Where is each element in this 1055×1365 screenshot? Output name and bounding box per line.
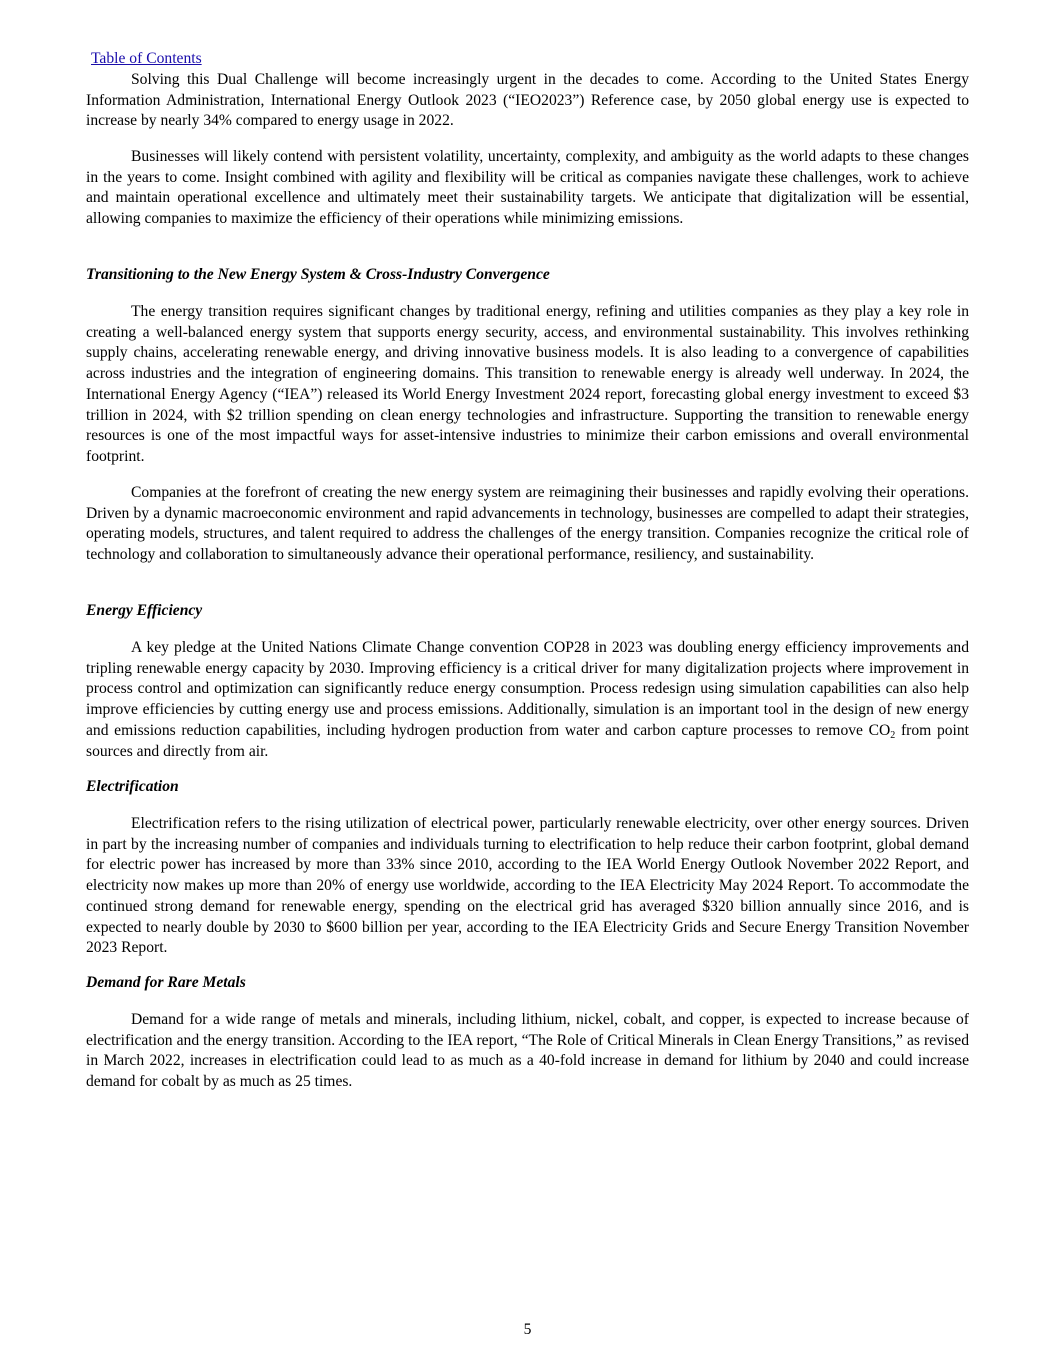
paragraph-electrification: Electrification refers to the rising utilization of electrical power, particularly renewable electricity, over other energy sources. Driven in part by the increasing number of companies and individuals turning to electrification to help reduce their carbon footprint, global demand for electric power has increased by more than 33% since 2010, according to the IEA World Energy Outlook November 2022 Report, and electricity now makes up more than 20% of energy use worldwide, according to the IEA Electricity May 2024 Report. To accommodate the continued strong demand for renewable energy, spending on the electrical grid has averaged $320 billion annually since 2016, and is expected to nearly double by 2030 to $600 billion per year, according to the IEA Electricity Grids and Secure Energy Transition November 2023 Report. <box>86 815 969 957</box>
paragraph-forefront-companies: Companies at the forefront of creating the new energy system are reimagining their businesses and rapidly evolving their operations. Driven by a dynamic macroeconomic environment and rapid advancements in technology, businesses are compelled to adapt their strategies, operating models, structures, and talent required to address the challenges of the energy transition. Companies recognize the critical role of technology and collaboration to simultaneously advance their operational performance, resiliency, and sustainability. <box>86 484 969 564</box>
paragraph-energy-efficiency <box>86 638 969 762</box>
heading-rare-metals: Demand for Rare Metals <box>86 974 246 991</box>
page-number: 5 <box>523 1321 532 1338</box>
paragraph-energy-efficiency-tail: from point sources and directly from air. <box>86 721 970 760</box>
paragraph-rare-metals: Demand for a wide range of metals and minerals, including lithium, nickel, cobalt, and copper, is expected to increase because of electrification and the energy transition. According to the IEA report, “The Role of Critical Minerals in Clean Energy Transitions,” as revised in March 2022, increases in electrification could lead to as much as a 40-fold increase in demand for lithium by 2040 and could increase demand for cobalt by as much as 25 times. <box>86 1011 969 1091</box>
co2-subscript: 2 <box>890 729 896 741</box>
paragraph-volatility: Businesses will likely contend with persistent volatility, uncertainty, complexity, and ambiguity as the world adapts to these changes in the years to come. Insight combined with agility and flexibility will be critical as companies navigate these challenges, work to achieve and maintain operational excellence and ultimately meet their sustainability targets. We anticipate that digitalization will be essential, allowing companies to maximize the efficiency of their operations while minimizing emissions. <box>86 148 969 228</box>
heading-new-energy-system: Transitioning to the New Energy System & Cross-Industry Convergence <box>86 266 550 283</box>
paragraph-energy-efficiency-text: A key pledge at the United Nations Climate Change convention COP28 in 2023 was doubling energy efficiency improvements and tripling renewable energy capacity by 2030. Improving efficiency is a critical driver for many digitalization projects where improvement in process control and optimization can significantly reduce energy consumption. Process redesign using simulation capabilities can also help improve efficiencies by cutting energy use and process emissions. Additionally, simulation is an important tool in the design of new energy and emissions reduction capabilities, including hydrogen production from water and carbon capture processes to remove CO <box>86 639 969 739</box>
table-of-contents-link[interactable]: Table of Contents <box>91 50 202 67</box>
heading-electrification: Electrification <box>86 778 179 795</box>
paragraph-energy-transition: The energy transition requires significant changes by traditional energy, refining and utilities companies as they play a key role in creating a well-balanced energy system that supports energy security, access, and environmental sustainability. This involves rethinking supply chains, accelerating renewable energy, and driving innovative business models. It is also leading to a convergence of capabilities across industries and the integration of engineering domains. This transition to renewable energy is already well underway. In 2024, the International Energy Agency (“IEA”) released its World Energy Investment 2024 report, forecasting global energy investment to exceed $3 trillion in 2024, with $2 trillion spending on clean energy technologies and infrastructure. Supporting the transition to renewable energy resources is one of the most impactful ways for asset-intensive industries to minimize their carbon emissions and overall environmental footprint. <box>86 303 969 465</box>
paragraph-dual-challenge: Solving this Dual Challenge will become increasingly urgent in the decades to come. According to the United States Energy Information Administration, International Energy Outlook 2023 (“IEO2023”) Reference case, by 2050 global energy use is expected to increase by nearly 34% compared to energy usage in 2022. <box>86 71 969 130</box>
heading-energy-efficiency: Energy Efficiency <box>86 602 203 619</box>
